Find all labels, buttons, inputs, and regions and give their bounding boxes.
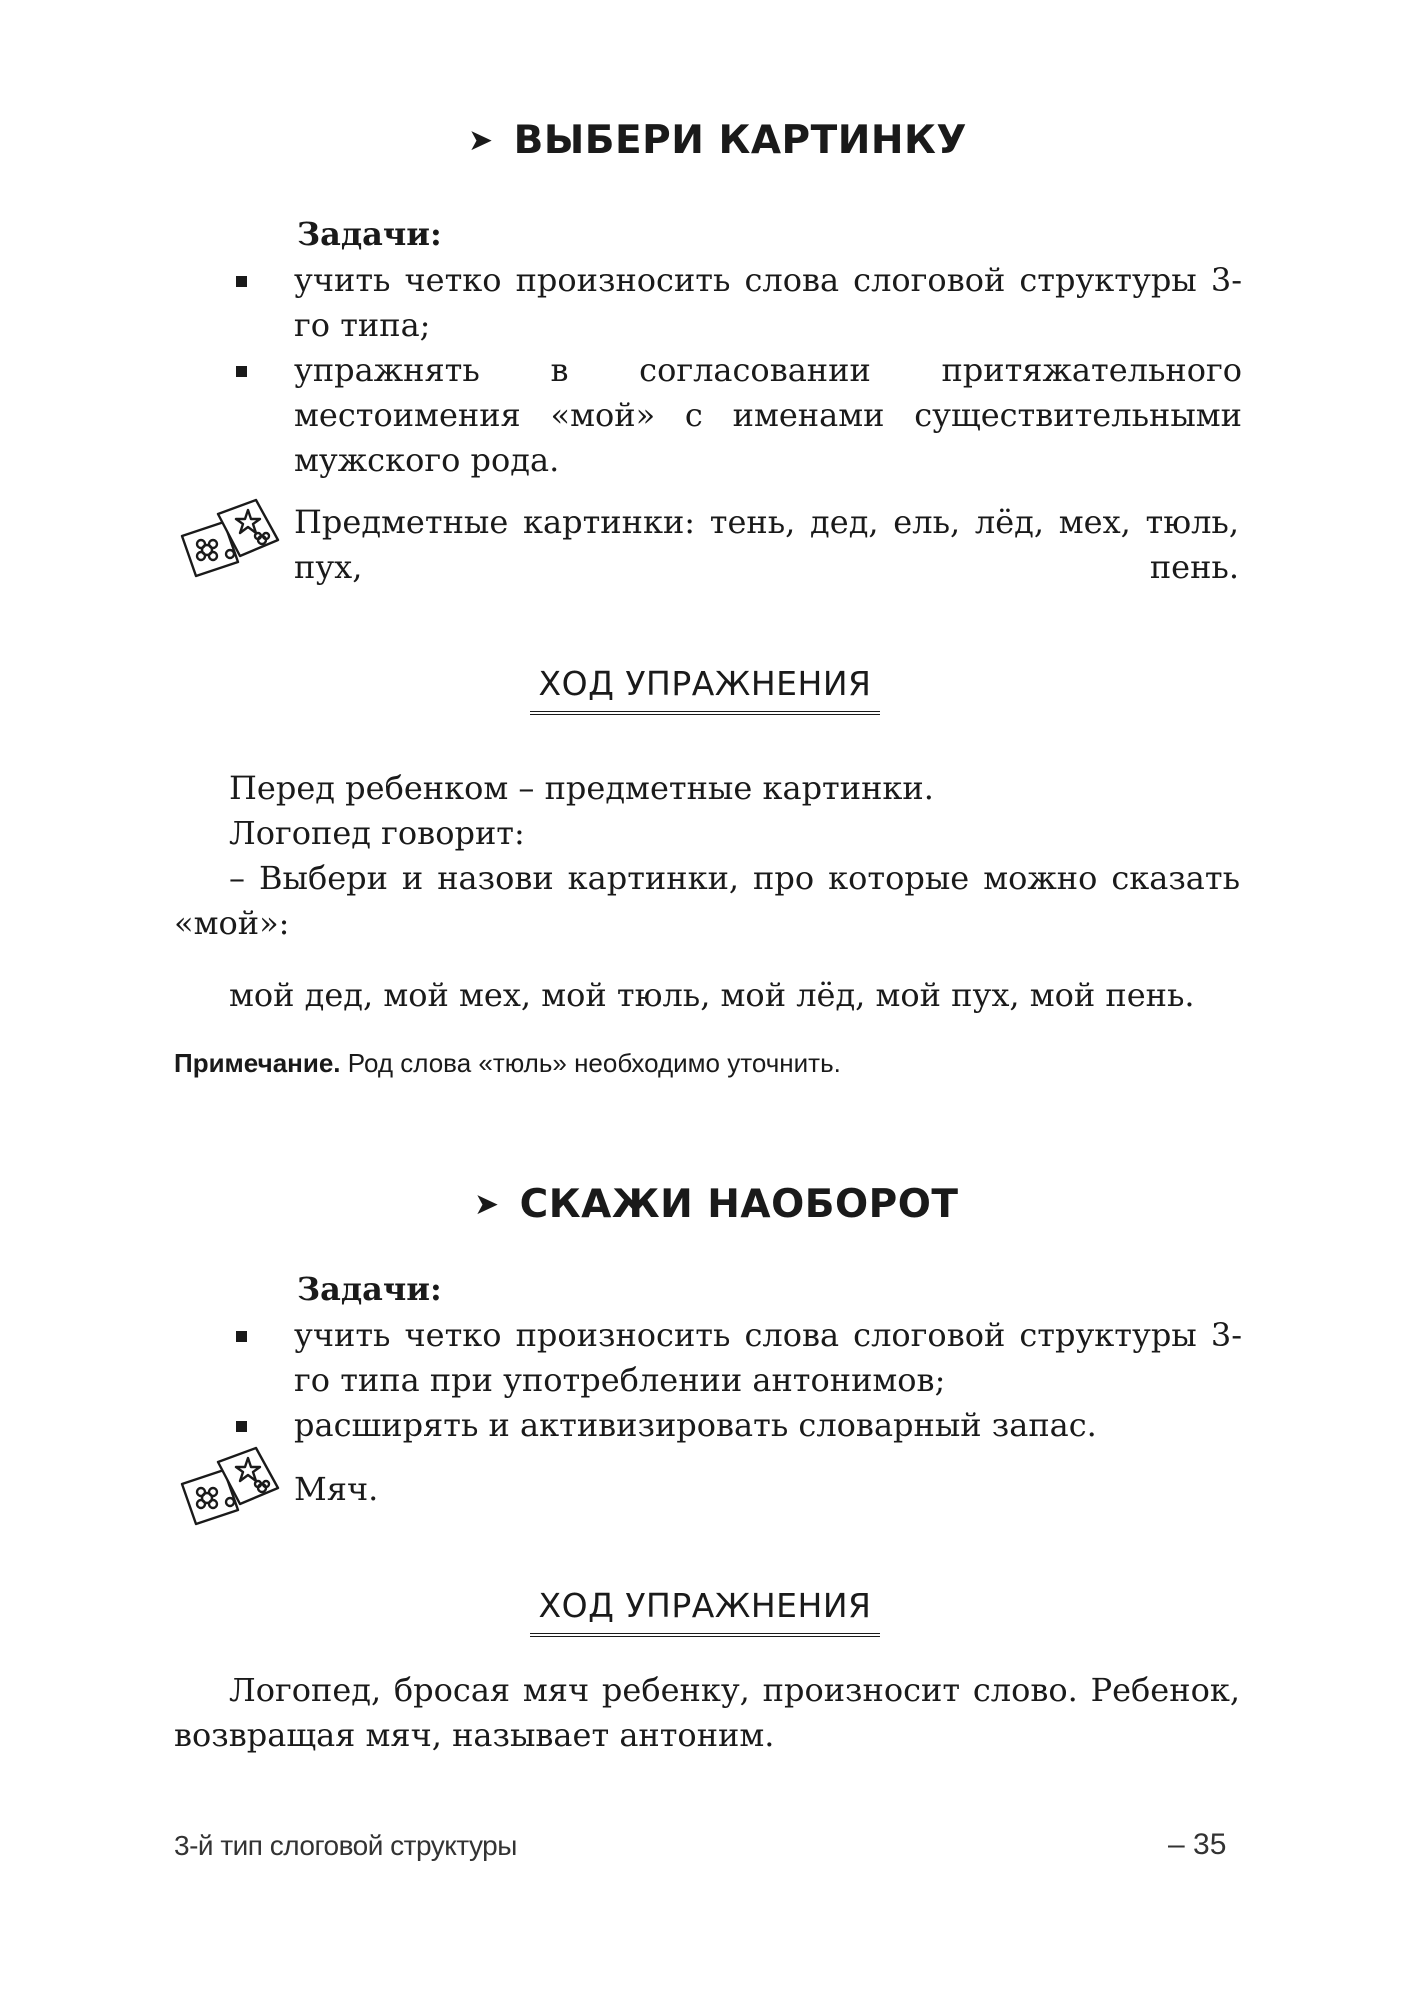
section1-proc-line3: – Выбери и назови картинки, про которые можно сказать «мой»: xyxy=(174,859,1240,942)
note-text: Род слова «тюль» необходимо уточнить. xyxy=(347,1048,841,1078)
note-label: Примечание. xyxy=(174,1048,341,1078)
section2-procedure-heading: ХОД УПРАЖНЕНИЯ xyxy=(530,1586,880,1637)
list-item: упражнять в согласовании притяжательного местоимения «мой» с именами существительными мужского рода. xyxy=(232,348,1242,483)
arrow-bullet-icon: ➤ xyxy=(474,1187,500,1222)
section2-task-list xyxy=(232,1313,1242,1448)
section1-title xyxy=(468,118,967,163)
section1-proc-line2: Логопед говорит: xyxy=(229,814,525,852)
section2-title-text: СКАЖИ НАОБОРОТ xyxy=(519,1182,959,1227)
picture-cards-icon xyxy=(174,492,282,580)
picture-cards-icon xyxy=(174,1440,282,1528)
page-number: – 35 xyxy=(1168,1828,1227,1861)
section1-title-text: ВЫБЕРИ КАРТИНКУ xyxy=(513,118,967,163)
section1-materials: Предметные картинки: тень, дед, ель, лёд, мех, тюль, пух, пень. xyxy=(294,503,1239,586)
list-item: учить четко произносить слова слоговой структуры 3-го типа при употреблении антонимов; xyxy=(232,1313,1242,1403)
footer-chapter: 3-й тип слоговой структуры xyxy=(174,1830,517,1861)
list-item: учить четко произносить слова слоговой структуры 3-го типа; xyxy=(232,258,1242,348)
section2-tasks-label: Задачи: xyxy=(297,1270,442,1308)
list-item: расширять и активизировать словарный запас. xyxy=(232,1403,1242,1448)
section1-proc-line1: Перед ребенком – предметные картинки. xyxy=(229,769,934,807)
arrow-bullet-icon: ➤ xyxy=(468,123,494,158)
section1-procedure-heading: ХОД УПРАЖНЕНИЯ xyxy=(530,664,880,715)
section2-procedure-text: Логопед, бросая мяч ребенку, произносит слово. Ребенок, возвращая мяч, называет антоним. xyxy=(174,1671,1240,1754)
section1-note xyxy=(174,1048,841,1079)
section2-title xyxy=(474,1182,958,1227)
section1-tasks-label: Задачи: xyxy=(297,215,442,253)
section1-answer: мой дед, мой мех, мой тюль, мой лёд, мой пух, мой пень. xyxy=(229,976,1195,1014)
section1-task-list xyxy=(232,258,1242,483)
section2-materials: Мяч. xyxy=(294,1470,379,1508)
